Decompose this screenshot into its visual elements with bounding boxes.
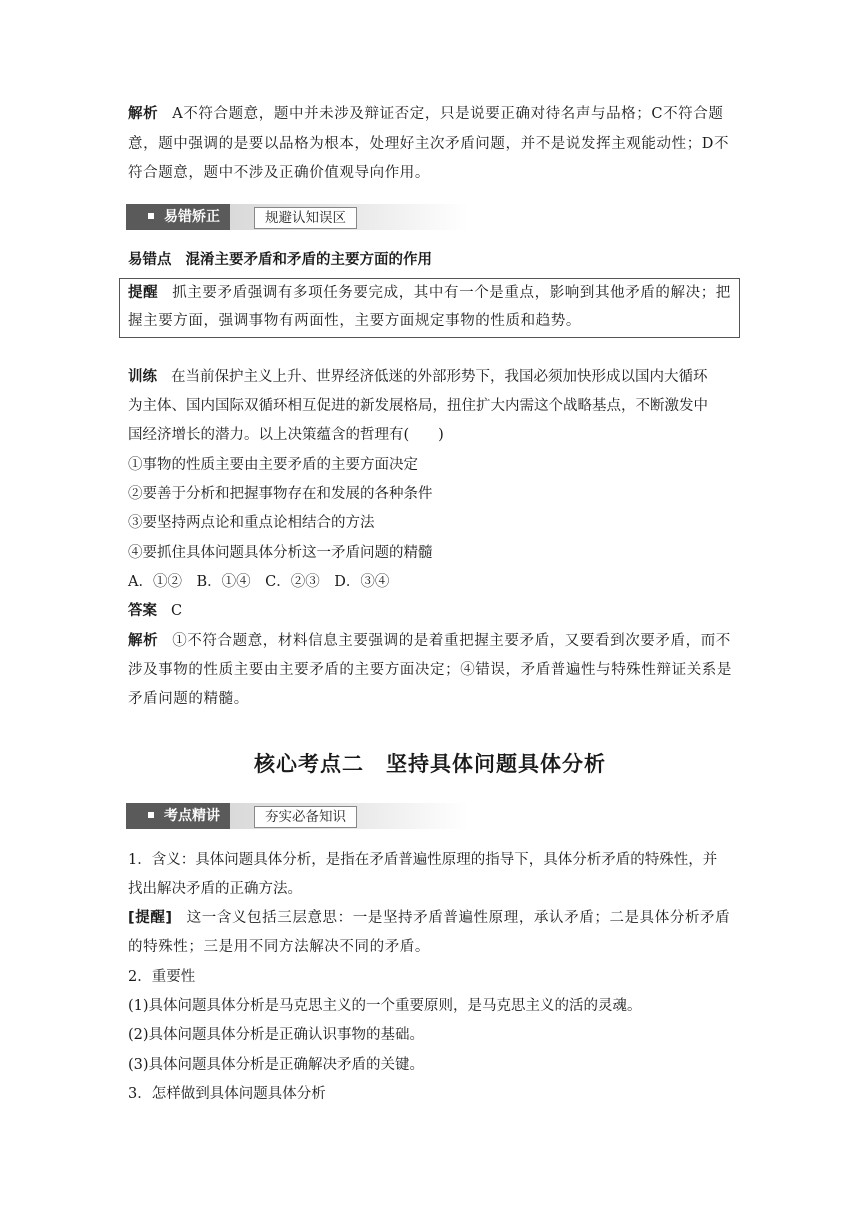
item-2-point-2: (2)具体问题具体分析是正确认识事物的基础。 bbox=[128, 1027, 425, 1043]
item-3-heading: 3．怎样做到具体问题具体分析 bbox=[128, 1086, 326, 1102]
section-heading: 核心考点二 坚持具体问题具体分析 bbox=[254, 752, 606, 776]
item-2-point-3: (3)具体问题具体分析是正确解决矛盾的关键。 bbox=[128, 1057, 425, 1073]
option-4: ④要抓住具体问题具体分析这一矛盾问题的精髓 bbox=[128, 545, 433, 561]
answer-label: 答案 bbox=[128, 603, 157, 619]
answer-choices: A．①② B．①④ C．②③ D．③④ bbox=[128, 574, 390, 590]
tip-line-1: 提醒 抓主要矛盾强调有多项任务要完成，其中有一个是重点，影响到其他矛盾的解决；把 bbox=[128, 285, 731, 301]
analysis-label: 解析 bbox=[128, 106, 159, 122]
analysis-line-3: 符合题意，题中不涉及正确价值观导向作用。 bbox=[128, 165, 430, 181]
answer: 答案 C bbox=[128, 603, 183, 619]
banner-dark-label-2: 考点精讲 bbox=[126, 803, 230, 829]
option-3: ③要坚持两点论和重点论相结合的方法 bbox=[128, 515, 375, 531]
square-bullet-icon bbox=[148, 812, 154, 818]
training-analysis-line-1: 解析 ①不符合题意，材料信息主要强调的是着重把握主要矛盾，又要看到次要矛盾，而不 bbox=[128, 633, 731, 649]
section-banner-key-points bbox=[126, 803, 468, 829]
training-line-1: 训练 在当前保护主义上升、世界经济低迷的外部形势下，我国必须加快形成以国内大循环 bbox=[128, 369, 708, 385]
error-point: 易错点 混淆主要矛盾和矛盾的主要方面的作用 bbox=[128, 252, 432, 268]
analysis-line-1: 解析 A不符合题意，题中并未涉及辩证否定，只是说要正确对待名声与品格；C不符合题 bbox=[128, 106, 724, 122]
training-line-2: 为主体、国内国际双循环相互促进的新发展格局，扭住扩大内需这个战略基点，不断激发中 bbox=[128, 398, 708, 414]
item-2-point-1: (1)具体问题具体分析是马克思主义的一个重要原则，是马克思主义的活的灵魂。 bbox=[128, 998, 642, 1014]
banner-dark-label: 易错矫正 bbox=[126, 204, 230, 230]
tip-line-2: 握主要方面，强调事物有两面性，主要方面规定事物的性质和趋势。 bbox=[128, 313, 581, 329]
banner-light-label-2: 夯实必备知识 bbox=[254, 806, 357, 828]
option-2: ②要善于分析和把握事物存在和发展的各种条件 bbox=[128, 486, 433, 502]
training-label: 训练 bbox=[128, 369, 157, 385]
item-1-line-2: 找出解决矛盾的正确方法。 bbox=[128, 881, 302, 897]
item-1-line-1: 1．含义：具体问题具体分析，是指在矛盾普遍性原理的指导下，具体分析矛盾的特殊性，并 bbox=[128, 852, 718, 868]
analysis-label-2: 解析 bbox=[128, 633, 159, 649]
content-tip-line-2: 的特殊性；三是用不同方法解决不同的矛盾。 bbox=[128, 939, 430, 955]
banner-light-label: 规避认知误区 bbox=[254, 207, 357, 229]
section-banner-error-correction bbox=[126, 204, 468, 230]
item-2-heading: 2．重要性 bbox=[128, 969, 196, 985]
square-bullet-icon bbox=[148, 213, 154, 219]
training-analysis-line-2: 涉及事物的性质主要由主要矛盾的主要方面决定；④错误，矛盾普遍性与特殊性辩证关系是 bbox=[128, 662, 732, 678]
tip-label: 提醒 bbox=[128, 285, 159, 301]
training-analysis-line-3: 矛盾问题的精髓。 bbox=[128, 691, 249, 707]
content-tip-line-1: [提醒] 这一含义包括三层意思：一是坚持矛盾普遍性原理，承认矛盾；二是具体分析矛盾 bbox=[128, 910, 731, 926]
option-1: ①事物的性质主要由主要矛盾的主要方面决定 bbox=[128, 457, 418, 473]
training-line-3: 国经济增长的潜力。以上决策蕴含的哲理有( ) bbox=[128, 427, 444, 443]
analysis-line-2: 意，题中强调的是要以品格为根本，处理好主次矛盾问题，并不是说发挥主观能动性；D不 bbox=[128, 136, 730, 152]
